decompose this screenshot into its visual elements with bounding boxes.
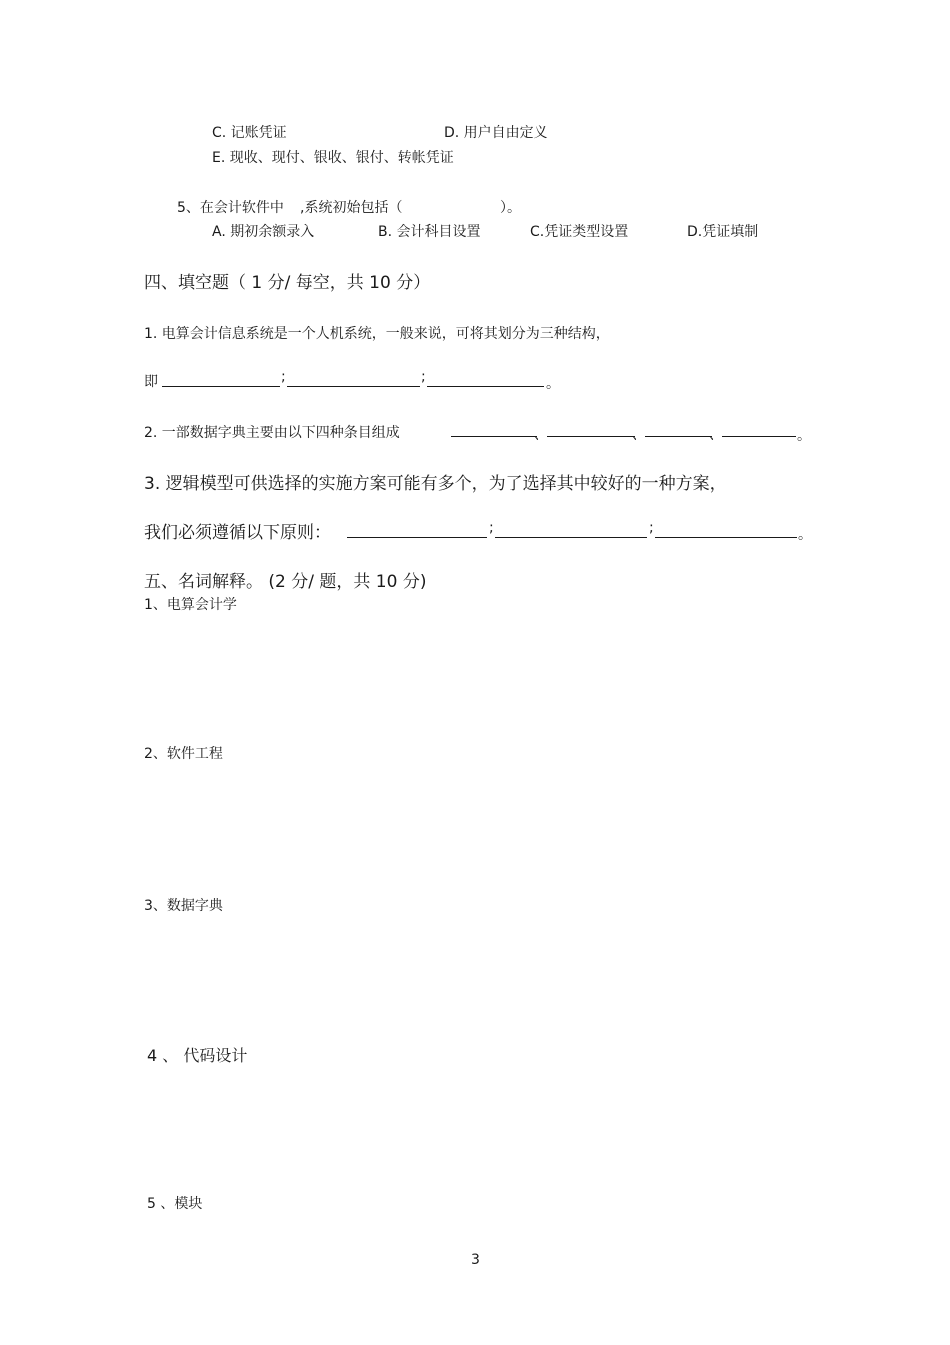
fill-q2-sep-1: 、: [534, 427, 548, 443]
term-item-2: 2、软件工程: [144, 746, 223, 762]
q5-stem-part1: 5、在会计软件中: [177, 200, 284, 216]
fill-q2-blank-3[interactable]: [645, 436, 712, 437]
fill-q3-line2: 我们必须遵循以下原则：: [144, 523, 331, 543]
fill-q1-blank-2[interactable]: [287, 386, 420, 387]
fill-q2-blank-4[interactable]: [722, 436, 796, 437]
fill-q3-sep-2: ;: [649, 520, 654, 536]
section4-heading: 四、填空题（ 1 分/ 每空，共 10 分）: [144, 273, 431, 293]
fill-q1-blank-1[interactable]: [162, 386, 280, 387]
fill-q3-blank-2[interactable]: [495, 537, 647, 538]
fill-q3-sep-1: ;: [489, 520, 494, 536]
fill-q1-sep-1: ;: [281, 369, 286, 385]
term-item-4: 4 、 代码设计: [147, 1046, 248, 1065]
q5-option-a: A. 期初余额录入: [212, 224, 315, 240]
q5-stem-part3: ）。: [500, 200, 521, 216]
q4-option-d: D. 用户自由定义: [444, 125, 548, 141]
q5-option-b: B. 会计科目设置: [378, 224, 481, 240]
fill-q1-blank-3[interactable]: [427, 386, 544, 387]
fill-q1-prefix: 即: [144, 374, 158, 390]
term-item-3: 3、数据字典: [144, 898, 223, 914]
term-item-1: 1、电算会计学: [144, 597, 237, 613]
fill-q2-text: 2. 一部数据字典主要由以下四种条目组成: [144, 425, 400, 441]
page-number: 3: [471, 1252, 480, 1268]
section5-heading: 五、名词解释。 (2 分/ 题，共 10 分): [144, 572, 427, 592]
q5-option-d: D.凭证填制: [687, 224, 759, 240]
q4-option-c: C. 记账凭证: [212, 125, 287, 141]
fill-q1-end: 。: [546, 376, 560, 392]
term-item-5: 5 、模块: [147, 1196, 203, 1212]
fill-q2-sep-3: 、: [709, 427, 723, 443]
fill-q3-line1: 3. 逻辑模型可供选择的实施方案可能有多个，为了选择其中较好的一种方案，: [144, 474, 727, 494]
fill-q3-blank-1[interactable]: [347, 537, 487, 538]
fill-q3-blank-3[interactable]: [655, 537, 797, 538]
fill-q2-sep-2: 、: [632, 427, 646, 443]
fill-q3-end: 。: [798, 527, 812, 543]
fill-q1-text: 1. 电算会计信息系统是一个人机系统，一般来说，可将其划分为三种结构，: [144, 326, 610, 342]
q5-option-c: C.凭证类型设置: [530, 224, 629, 240]
fill-q1-sep-2: ;: [421, 369, 426, 385]
fill-q2-blank-2[interactable]: [547, 436, 635, 437]
fill-q2-blank-1[interactable]: [451, 436, 537, 437]
q4-option-e: E. 现收、现付、银收、银付、转帐凭证: [212, 150, 454, 166]
fill-q2-end: 。: [797, 428, 811, 444]
q5-stem-part2: ,系统初始包括（: [300, 200, 403, 216]
